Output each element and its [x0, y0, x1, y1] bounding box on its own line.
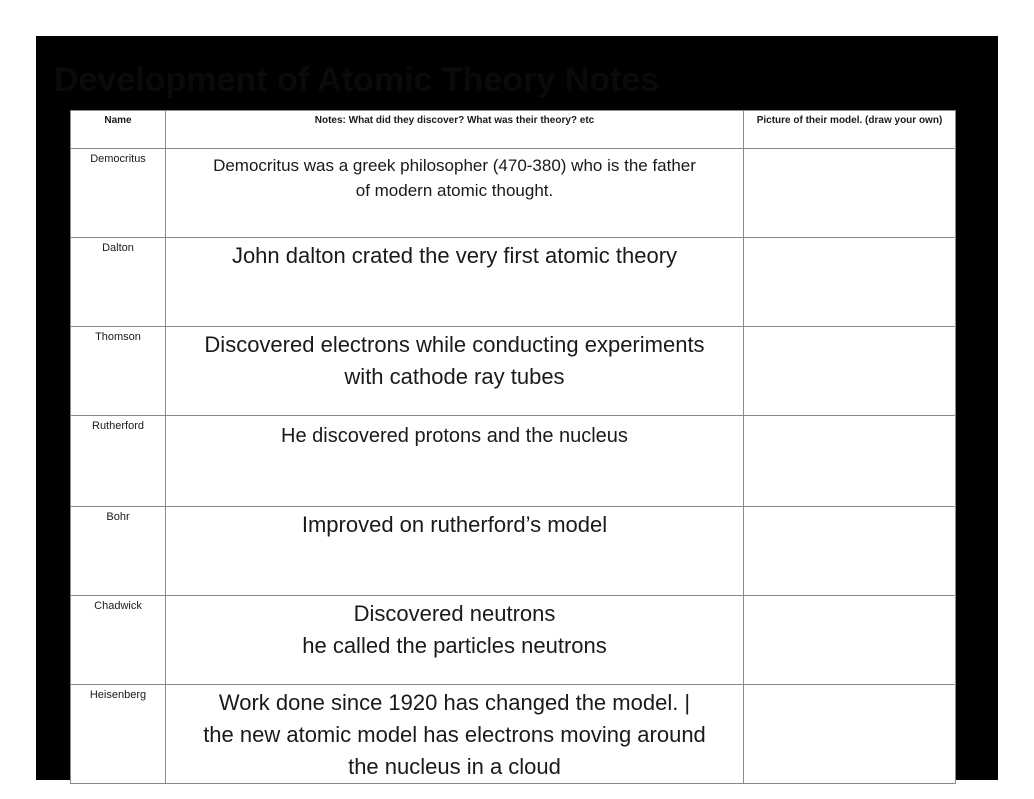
slide [36, 36, 998, 780]
scientist-name: Rutherford [71, 416, 166, 507]
picture-cell[interactable] [744, 685, 956, 784]
scientist-name: Chadwick [71, 596, 166, 685]
table-row [71, 685, 956, 784]
notes-cell[interactable] [166, 685, 744, 784]
notes-cell[interactable] [166, 596, 744, 685]
notes-line: with cathode ray tubes [344, 364, 565, 389]
notes-line: of modern atomic thought. [355, 181, 554, 200]
notes-cell[interactable] [166, 327, 744, 416]
notes-line: Improved on rutherford’s model [301, 512, 608, 537]
notes-line: He discovered protons and the nucleus [281, 425, 628, 447]
notes-line: the nucleus in a cloud [348, 754, 561, 779]
table-row [71, 596, 956, 685]
picture-cell[interactable] [744, 149, 956, 238]
notes-cell[interactable] [166, 416, 744, 507]
notes-cell[interactable] [166, 507, 744, 596]
table-row [71, 238, 956, 327]
notes-line: Democritus was a greek philosopher (470-380) who is the father [213, 156, 696, 175]
table-row [71, 327, 956, 416]
scientist-name: Bohr [71, 507, 166, 596]
scientist-name: Dalton [71, 238, 166, 327]
slide-title: Development of Atomic Theory Notes [54, 61, 660, 99]
notes-line: the new atomic model has electrons moving around [203, 722, 706, 747]
table-row [71, 507, 956, 596]
picture-cell[interactable] [744, 416, 956, 507]
picture-cell[interactable] [744, 238, 956, 327]
table-row [71, 149, 956, 238]
notes-cell[interactable] [166, 238, 744, 327]
scientist-name: Democritus [71, 149, 166, 238]
header-picture: Picture of their model. (draw your own) [744, 111, 956, 149]
notes-line: John dalton crated the very first atomic theory [231, 243, 678, 268]
notes-line: he called the particles neutrons [302, 633, 607, 658]
header-notes: Notes: What did they discover? What was their theory? etc [166, 111, 744, 149]
scientist-name: Heisenberg [71, 685, 166, 784]
notes-line: Discovered electrons while conducting experiments [204, 332, 705, 357]
notes-line: Discovered neutrons [353, 601, 556, 626]
scientist-name: Thomson [71, 327, 166, 416]
notes-cell[interactable] [166, 149, 744, 238]
notes-line: Work done since 1920 has changed the model. | [218, 690, 691, 715]
notes-table [70, 110, 956, 784]
picture-cell[interactable] [744, 596, 956, 685]
table-row [71, 416, 956, 507]
table-header-row [71, 111, 956, 149]
picture-cell[interactable] [744, 327, 956, 416]
header-name: Name [71, 111, 166, 149]
picture-cell[interactable] [744, 507, 956, 596]
